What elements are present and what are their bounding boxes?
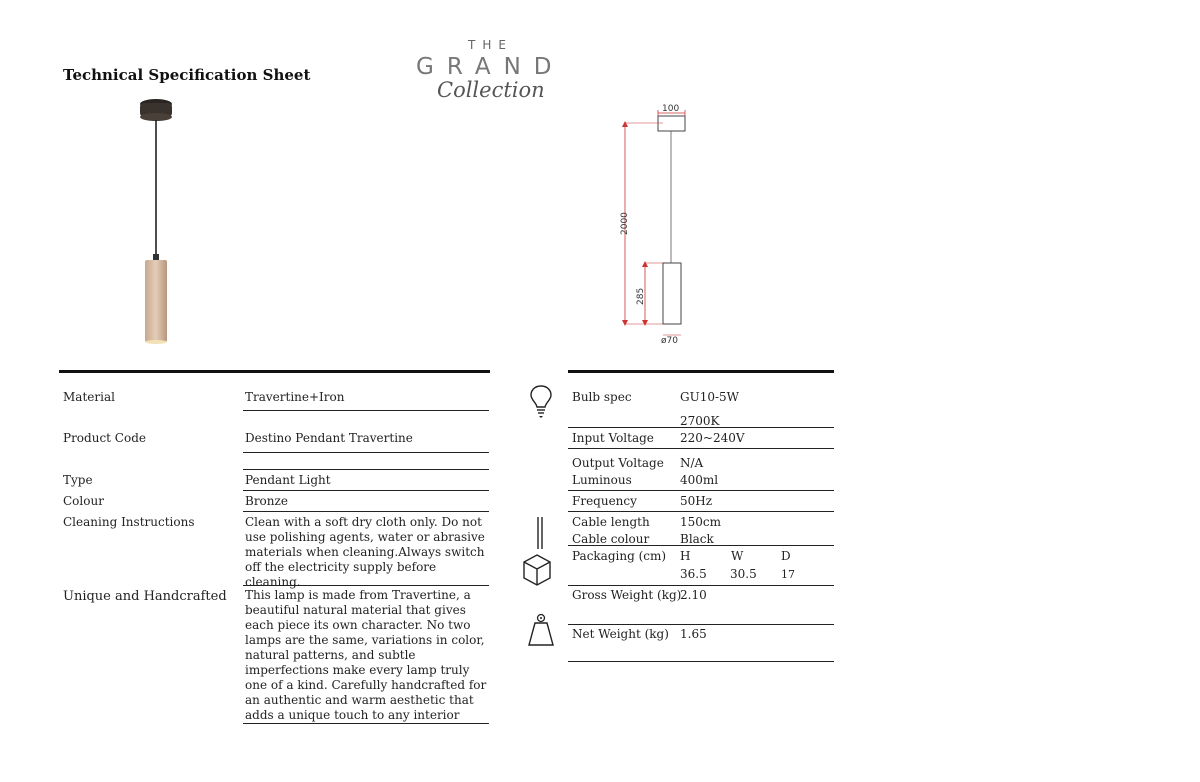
row-divider (568, 490, 834, 491)
logo-grand: GRAND (416, 54, 565, 80)
bulb-spec-value: GU10-5W (680, 390, 739, 404)
gross-weight-label: Gross Weight (kg) (572, 588, 682, 602)
product-photo (130, 98, 182, 348)
input-voltage-label: Input Voltage (572, 431, 654, 445)
row-divider (568, 624, 834, 625)
frequency-value: 50Hz (680, 494, 713, 508)
output-voltage-value: N/A (680, 456, 704, 470)
bulb-icon (529, 384, 553, 420)
packaging-h-label: H (680, 549, 691, 563)
weight-icon (527, 612, 555, 648)
packaging-d-value: 17 (781, 568, 795, 581)
frequency-label: Frequency (572, 494, 637, 508)
packaging-h-value: 36.5 (680, 567, 707, 581)
cable-length-label: Cable length (572, 515, 650, 529)
packaging-w-value: 30.5 (730, 567, 757, 581)
logo-the: THE (468, 38, 513, 52)
colour-value: Bronze (245, 494, 288, 508)
dim-top-width: 100 (662, 104, 680, 114)
net-weight-value: 1.65 (680, 627, 707, 641)
cable-length-value: 150cm (680, 515, 722, 529)
product-code-value: Destino Pendant Travertine (245, 431, 413, 445)
luminous-label: Luminous (572, 473, 632, 487)
input-voltage-value: 220~240V (680, 431, 745, 445)
material-value: Travertine+Iron (245, 390, 345, 404)
net-weight-label: Net Weight (kg) (572, 627, 669, 641)
row-divider (243, 511, 489, 512)
dim-total-height: 2000 (620, 212, 630, 235)
row-divider (243, 490, 489, 491)
cleaning-label: Cleaning Instructions (63, 515, 195, 529)
right-table-top-rule (568, 370, 834, 373)
packaging-w-label: W (731, 549, 744, 563)
box-icon (522, 553, 552, 587)
type-label: Type (63, 473, 93, 487)
bulb-spec-label: Bulb spec (572, 390, 632, 404)
output-voltage-label: Output Voltage (572, 456, 664, 470)
cable-colour-value: Black (680, 532, 714, 546)
dimension-drawing (605, 95, 715, 355)
gross-weight-value: 2.10 (680, 588, 707, 602)
row-divider (243, 410, 489, 411)
packaging-label: Packaging (cm) (572, 549, 667, 563)
row-divider (243, 723, 489, 724)
colour-label: Colour (63, 494, 104, 508)
row-divider (568, 511, 834, 512)
product-code-label: Product Code (63, 431, 146, 445)
row-divider (568, 427, 834, 428)
row-divider (243, 452, 489, 453)
luminous-value: 400ml (680, 473, 719, 487)
cleaning-value: Clean with a soft dry cloth only. Do not use polishing agents, water or abrasive materials when cleaning.Always switch off the electricity supply before cleaning. (245, 515, 485, 589)
row-divider (568, 661, 834, 662)
unique-label: Unique and Handcrafted (63, 589, 227, 604)
logo-collection: Collection (437, 78, 545, 102)
row-divider (568, 545, 834, 546)
unique-value: This lamp is made from Travertine, a beautiful natural material that gives each piece its own character. No two lamps are the same, variations in color, natural patterns, and subtle imperfections make every lamp truly one of a kind. Carefully handcrafted for an authentic and warm aesthetic that adds a unique touch to any interior (245, 588, 487, 722)
left-table-top-rule (59, 370, 490, 373)
row-divider (568, 448, 834, 449)
type-value: Pendant Light (245, 473, 331, 487)
dim-diameter: ø70 (661, 336, 678, 346)
row-divider (568, 585, 834, 586)
page-title: Technical Specification Sheet (63, 66, 311, 84)
row-divider (243, 585, 489, 586)
row-divider (243, 469, 489, 470)
cable-colour-label: Cable colour (572, 532, 650, 546)
dim-shade-height: 285 (636, 287, 646, 305)
colour-temp-value: 2700K (680, 414, 720, 428)
cable-icon (535, 516, 545, 550)
material-label: Material (63, 390, 115, 404)
packaging-d-label: D (781, 549, 791, 563)
